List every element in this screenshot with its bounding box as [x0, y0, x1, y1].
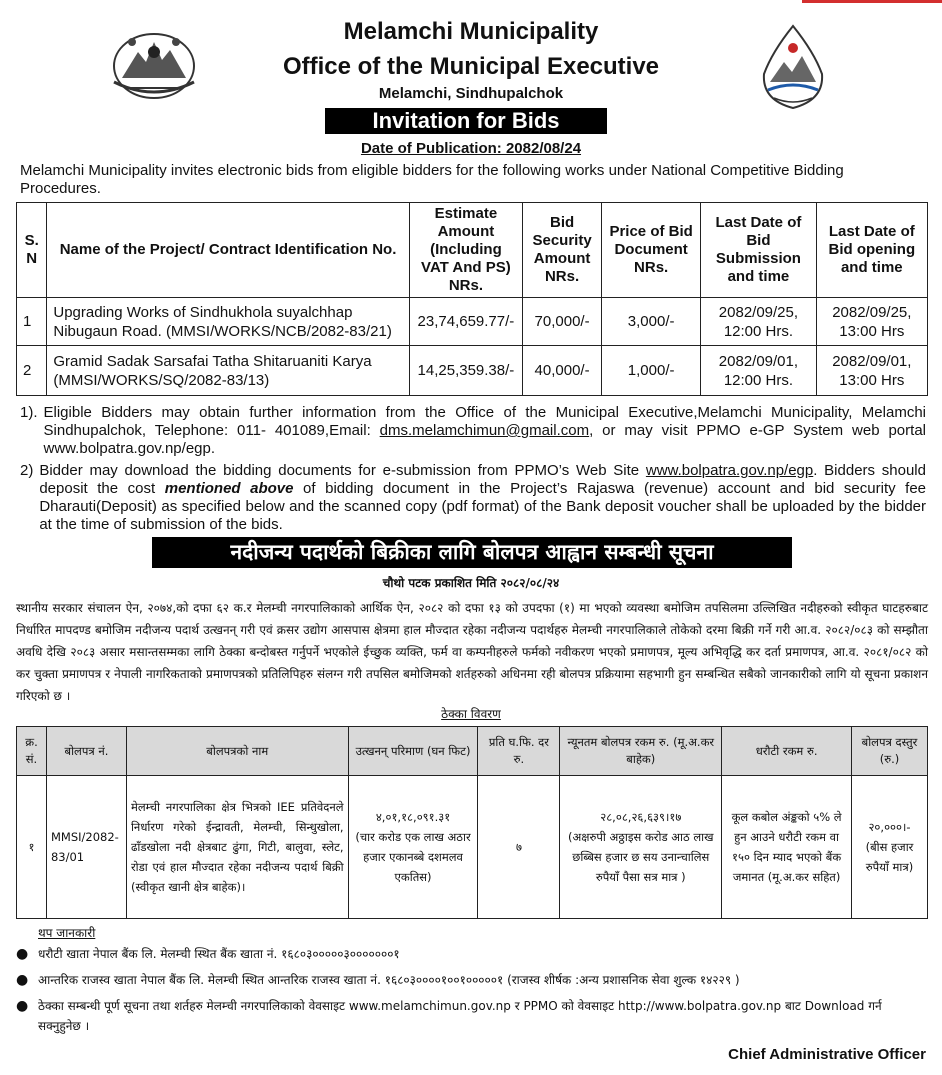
fee-words: (बीस हजार रुपैयाँ मात्र) — [865, 840, 914, 874]
col-excavation: उत्खनन् परिमाण (घन फिट) — [348, 727, 478, 776]
col-last-submission: Last Date of Bid Submission and time — [701, 203, 816, 298]
col-sn: क्र. सं. — [17, 727, 47, 776]
info-bullets — [16, 944, 928, 1042]
min-bid-value: २८,०८,२६,६३९।१७ — [600, 810, 682, 824]
note-2 — [20, 462, 926, 534]
fee-value: २०,०००।- — [868, 820, 911, 834]
row-estimate: 23,74,659.77/- — [409, 298, 522, 346]
office-location: Melamchi, Sindhupalchok — [378, 85, 564, 102]
excavation-words: (चार करोड एक लाख अठार हजार एकानब्बे दशमलव एकतिस) — [355, 830, 471, 884]
nepali-publication-date: चौथो पटक प्रकाशित मिति २०८२/०८/२४ — [382, 576, 560, 590]
note-text-part: of bidding document in the Project’s Rajaswa (revenue) account and bid security fee Dharauti(Deposit) as specified below and the scanned copy (pdf format) of the Bank deposit voucher shall be uploaded by the bidder at the time of submission of the bids. — [39, 480, 927, 533]
row-estimate: 14,25,359.38/- — [409, 346, 522, 396]
row-sn: 2 — [17, 346, 47, 396]
bullet-text: ठेक्का सम्बन्धी पूर्ण सूचना तथा शर्तहरु मेलम्ची नगरपालिकाको वेवसाइट www.melamchimun.gov.np र PPMO को वेवसाइट http://www.bolpatra.gov.np बाट Download गर्न सक्नुहुनेछ । — [38, 999, 882, 1033]
note-number: 2) — [20, 462, 34, 479]
bid-table-header-row — [17, 203, 928, 298]
row-project-name: Gramid Sadak Sarsafai Tatha Shitaruaniti Karya (MMSI/WORKS/SQ/2082-83/13) — [47, 346, 409, 396]
table-row — [17, 298, 928, 346]
bullet-icon: ● — [16, 946, 29, 962]
more-info-heading: थप जानकारी — [38, 926, 96, 940]
col-doc-price: Price of Bid Document NRs. — [602, 203, 701, 298]
row-deposit: कूल कबोल अंङ्कको ५% ले हुन आउने धरौटी रकम वा १५० दिन म्याद भएको बैंक जमानत (मू.अ.कर सहित) — [722, 776, 852, 919]
office-name: Office of the Municipal Executive — [282, 53, 660, 80]
contract-table-header-row — [17, 727, 928, 776]
min-bid-words: (अक्षरुपी अठ्ठाइस करोड आठ लाख छब्बिस हजार छ सय उनान्चालिस रुपैयाँ पैसा सत्र मात्र ) — [568, 830, 714, 884]
list-item — [16, 996, 928, 1036]
signature-title: Chief Administrative Officer — [728, 1046, 926, 1063]
col-project-name: Name of the Project/ Contract Identification No. — [47, 203, 409, 298]
email-link[interactable]: dms.melamchimun@gmail.com — [379, 422, 590, 439]
excavation-value: ४,०१,१८,०९१.३१ — [375, 810, 451, 824]
row-last-opening: 2082/09/25, 13:00 Hrs — [816, 298, 927, 346]
nepali-notice-banner: नदीजन्य पदार्थको बिक्रीका लागि बोलपत्र आह्वान सम्बन्धी सूचना — [152, 537, 792, 568]
bullet-text: धरौटी खाता नेपाल बैंक लि. मेलम्ची स्थित बैंक खाता नं. १६८०३०००००३०००००००१ — [38, 947, 400, 961]
row-bid-no: MMSI/2082-83/01 — [46, 776, 126, 919]
note-text-part: Bidder may download the bidding documents for e-submission from PPMO’s Web Site — [39, 462, 646, 479]
municipality-name: Melamchi Municipality — [343, 18, 599, 45]
row-sn: 1 — [17, 298, 47, 346]
col-min-bid: न्यूनतम बोलपत्र रकम रु. (मू.अ.कर बाहेक) — [560, 727, 722, 776]
row-rate: ७ — [478, 776, 560, 919]
intro-text: Melamchi Municipality invites electronic bids from eligible bidders for the following works under National Competitive Bidding Procedures. — [20, 162, 844, 197]
bid-table — [16, 202, 928, 396]
table-row — [17, 776, 928, 919]
col-last-opening: Last Date of Bid opening and time — [816, 203, 927, 298]
notice-header — [0, 0, 942, 133]
nepali-paragraph: स्थानीय सरकार संचालन ऐन, २०७४,को दफा ६२ क.र मेलम्ची नगरपालिकाको आर्थिक ऐन, २०८२ को दफा १३ को उपदफा (१) मा भएको व्यवस्था बमोजिम तपसिलमा उल्लिखित नदीहरुको स्वीकृत घाटहरुबाट निर्धारित मापदण्ड बमोजिम नदीजन्य पदार्थ उत्खनन् गरी एवं क्रसर उद्योग आसपास क्षेत्रमा हाल मौज्दात रहेका नदीजन्य पदार्थहरु मेलम्ची नगरपालिकाले तोकेको दरमा बिक्री गर्ने गरी आ.व. २०८२/०८३ को सम्झौता अवधि देखि २०८३ असार मसान्तसम्मका लागि ठेक्का बन्दोबस्त गर्नुपर्ने भएकोले ईच्छुक व्यक्ति, फर्म वा कम्पनीहरुले फर्मको नवीकरण भएको प्रमाणपत्र, मूल्य अभिवृद्धि कर दर्ता प्रमाणपत्र, आ.व. २०८१/०८२ को कर चुक्ता प्रमाणपत्र र नेपाली नागरिकताको प्रमाणपत्रको प्रतिलिपिहरु संलग्न गरी तपसिल बमोजिमको शर्तहरुको अधिनमा रही बोलपत्र प्रक्रियामा सहभागी हुन सम्बन्धित सबैको जानकारीको लागि यो सूचना प्रकाशन गरिएको छ । — [16, 601, 928, 703]
row-last-submission: 2082/09/01, 12:00 Hrs. — [701, 346, 816, 396]
row-last-submission: 2082/09/25, 12:00 Hrs. — [701, 298, 816, 346]
bullet-icon: ● — [16, 972, 29, 988]
note-number: 1). — [20, 404, 38, 421]
row-excavation — [348, 776, 478, 919]
row-sn: १ — [17, 776, 47, 919]
contract-table — [16, 726, 928, 919]
list-item — [16, 944, 928, 964]
col-bid-name: बोलपत्रको नाम — [126, 727, 348, 776]
row-bid-security: 40,000/- — [523, 346, 602, 396]
bolpatra-link[interactable]: www.bolpatra.gov.np/egp — [645, 462, 814, 479]
col-bid-no: बोलपत्र नं. — [46, 727, 126, 776]
col-bid-security: Bid Security Amount NRs. — [523, 203, 602, 298]
row-project-name: Upgrading Works of Sindhukhola suyalchhap Nibugaun Road. (MMSI/WORKS/NCB/2082-83/21) — [47, 298, 409, 346]
row-doc-price: 3,000/- — [602, 298, 701, 346]
row-last-opening: 2082/09/01, 13:00 Hrs — [816, 346, 927, 396]
note-emphasis: mentioned above — [164, 480, 294, 497]
notes — [20, 404, 926, 538]
note-text-part: Eligible Bidders may obtain further information from the Office of the Municipal Executive,Melamchi Municipality, Melamchi Sindhupalchok, Telephone: 011- 401089,Email: — [43, 404, 926, 439]
note-text-part: . Bidders should deposit the cost — [39, 462, 926, 497]
row-min-bid — [560, 776, 722, 919]
list-item — [16, 970, 928, 990]
row-doc-price: 1,000/- — [602, 346, 701, 396]
row-bid-name: मेलम्ची नगरपालिका क्षेत्र भित्रको IEE प्रतिवेदनले निर्धारण गरेको ईन्द्रावती, मेलम्ची, सिन्धुखोला, ढाँडखोला नदी क्षेत्रबाट ढुंगा, गिटी, बालुवा, स्लेट, रोडा एवं हाल मौज्दात रहेका नदीजन्य पदार्थ बिक्री (स्वीकृत खानी क्षेत्र बाहेक)। — [126, 776, 348, 919]
row-bid-security: 70,000/- — [523, 298, 602, 346]
note-text — [44, 404, 926, 458]
table-row — [17, 346, 928, 396]
row-fee — [852, 776, 928, 919]
publication-date: Date of Publication: 2082/08/24 — [360, 140, 582, 157]
bullet-icon: ● — [16, 998, 29, 1014]
col-estimate: Estimate Amount (Including VAT And PS) NRs. — [409, 203, 522, 298]
col-fee: बोलपत्र दस्तुर (रु.) — [852, 727, 928, 776]
note-text-part: , or may visit PPMO e-GP System web portal www.bolpatra.gov.np/egp. — [43, 422, 926, 457]
note-text — [39, 462, 926, 534]
contract-details-heading: ठेक्का विवरण — [441, 707, 501, 721]
col-rate: प्रति घ.फि. दर रु. — [478, 727, 560, 776]
col-sn: S. N — [17, 203, 47, 298]
bullet-text: आन्तरिक राजस्व खाता नेपाल बैंक लि. मेलम्ची स्थित आन्तरिक राजस्व खाता नं. १६८०३००००१००१०००००१ (राजस्व शीर्षक :अन्य प्रशासनिक सेवा शुल्क १४२२९ ) — [38, 973, 740, 987]
invitation-banner: Invitation for Bids — [325, 108, 607, 134]
col-deposit: धरौटी रकम रु. — [722, 727, 852, 776]
note-1 — [20, 404, 926, 458]
melamchi-municipality-logo-icon — [752, 22, 834, 114]
